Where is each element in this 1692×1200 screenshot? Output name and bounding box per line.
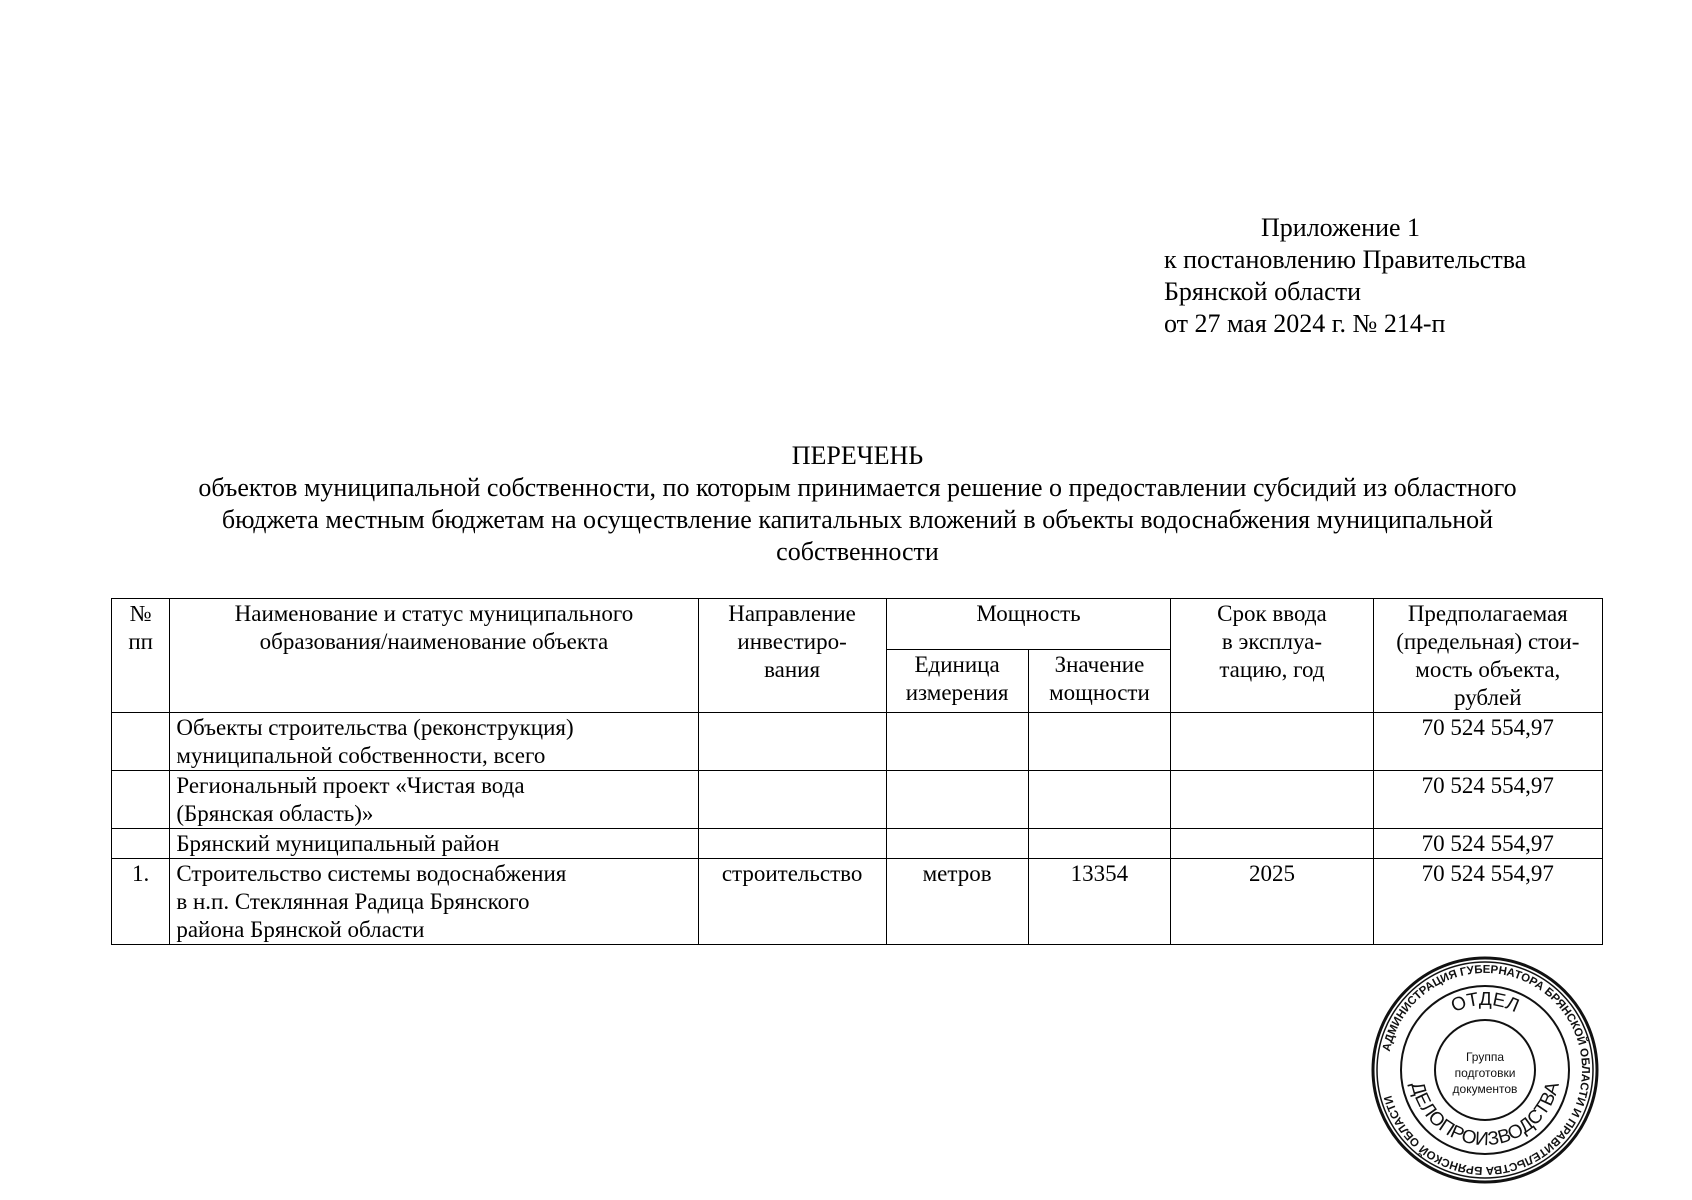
document-subtitle-line-2: бюджета местным бюджетам на осуществление капитальных вложений в объекты водоснабжения муниципальной: [221, 505, 1494, 534]
row-name: Объекты строительства (реконструкция) муниципальной собственности, всего: [170, 713, 698, 771]
row-unit: [886, 713, 1028, 771]
row-direction: [698, 829, 886, 859]
row-direction: строительство: [698, 859, 886, 945]
row-cost: 70 524 554,97: [1373, 771, 1602, 829]
row-value: [1028, 713, 1171, 771]
appendix-line-1: к постановлению Правительства: [1164, 245, 1527, 274]
seal-center-line-3: документов: [1452, 1082, 1518, 1096]
header-term: Срок ввода в эксплуа- тацию, год: [1171, 599, 1373, 713]
row-name: Брянский муниципальный район: [170, 829, 698, 859]
row-cost: 70 524 554,97: [1373, 829, 1602, 859]
row-cost: 70 524 554,97: [1373, 713, 1602, 771]
row-cost: 70 524 554,97: [1373, 859, 1602, 945]
seal-bottom-text: ДЕЛОПРОИЗВОДСТВА: [1406, 1079, 1564, 1151]
table-header-row: [112, 599, 1603, 650]
row-num: [112, 829, 170, 859]
seal-outer-text: АДМИНИСТРАЦИЯ ГУБЕРНАТОРА БРЯНСКОЙ ОБЛАСТИ И ПРАВИТЕЛЬСТВА БРЯНСКОЙ ОБЛАСТИ: [1380, 963, 1592, 1177]
row-value: [1028, 771, 1171, 829]
row-term: [1171, 829, 1373, 859]
row-direction: [698, 771, 886, 829]
row-direction: [698, 713, 886, 771]
appendix-line-2: Брянской области: [1164, 277, 1361, 306]
row-name: Региональный проект «Чистая вода (Брянская область)»: [170, 771, 698, 829]
row-num: [112, 713, 170, 771]
header-num: № пп: [112, 599, 170, 713]
table-row: [112, 859, 1603, 945]
table-row: [112, 713, 1603, 771]
row-num: 1.: [112, 859, 170, 945]
header-direction: Направление инвестиро- вания: [698, 599, 886, 713]
row-num: [112, 771, 170, 829]
header-cost: Предполагаемая (предельная) стои- мость объекта, рублей: [1373, 599, 1602, 713]
header-unit: Единица измерения: [886, 650, 1028, 713]
row-term: 2025: [1171, 859, 1373, 945]
table-row: [112, 829, 1603, 859]
document-subtitle-line-1: объектов муниципальной собственности, по которым принимается решение о предоставлении субсидий из областного: [198, 473, 1517, 502]
header-value: Значение мощности: [1028, 650, 1171, 713]
seal-center-line-2: подготовки: [1454, 1066, 1516, 1080]
objects-table: [111, 598, 1603, 945]
row-unit: метров: [886, 859, 1028, 945]
document-heading: [100, 440, 1615, 568]
row-unit: [886, 829, 1028, 859]
table-row: [112, 771, 1603, 829]
document-subtitle-line-3: собственности: [776, 537, 939, 566]
document-title: ПЕРЕЧЕНЬ: [791, 441, 924, 470]
row-term: [1171, 771, 1373, 829]
appendix-block: [1164, 212, 1526, 340]
seal-top-text: ОТДЕЛ: [1448, 988, 1522, 1018]
appendix-line-3: от 27 мая 2024 г. № 214-п: [1164, 309, 1446, 338]
official-seal: [1370, 955, 1600, 1185]
header-capacity: Мощность: [886, 599, 1171, 650]
seal-center-line-1: Группа: [1465, 1050, 1505, 1064]
row-unit: [886, 771, 1028, 829]
row-term: [1171, 713, 1373, 771]
row-name: Строительство системы водоснабжения в н.п. Стеклянная Радица Брянского района Брянской области: [170, 859, 698, 945]
row-value: [1028, 829, 1171, 859]
row-value: 13354: [1028, 859, 1171, 945]
header-name: Наименование и статус муниципального образования/наименование объекта: [170, 599, 698, 713]
appendix-title: Приложение 1: [1261, 213, 1421, 242]
